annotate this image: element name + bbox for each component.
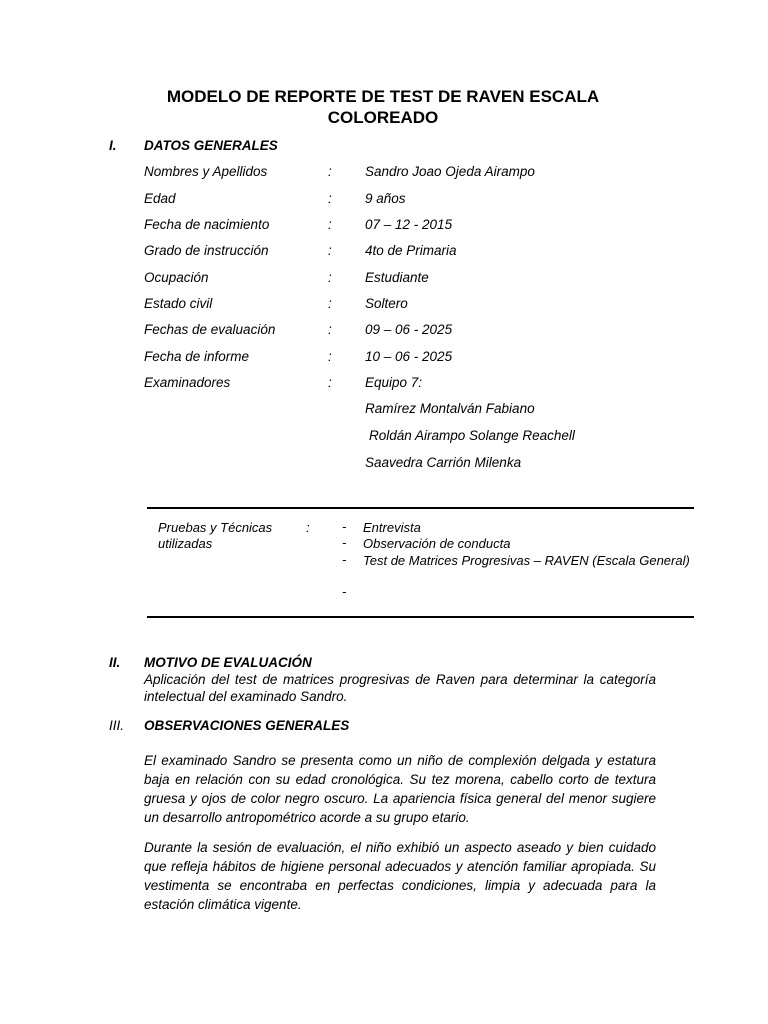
field-label-fecha-informe: Fecha de informe bbox=[144, 349, 250, 364]
field-value-ocupacion: Estudiante bbox=[365, 270, 429, 285]
section-1-numeral: I. bbox=[109, 138, 117, 153]
field-value-fecha-evaluacion: 09 – 06 - 2025 bbox=[365, 322, 453, 337]
field-value-nombres: Sandro Joao Ojeda Airampo bbox=[365, 164, 535, 179]
section-2-numeral: II. bbox=[109, 655, 121, 670]
field-colon: : bbox=[328, 375, 332, 390]
section-1-heading: DATOS GENERALES bbox=[144, 138, 278, 153]
pruebas-item: Observación de conducta bbox=[363, 536, 511, 551]
section-3-paragraph-2: Durante la sesión de evaluación, el niño exhibió un aspecto aseado y bien cuidado que refleja hábitos de higiene personal adecuados y atención familiar apropiada. Su vestimenta se encontraba en perfectas condiciones, limpia y adecuada para la estación climática vigente. bbox=[144, 840, 656, 912]
bullet-dash: - bbox=[342, 584, 347, 599]
bullet-dash: - bbox=[342, 519, 347, 534]
pruebas-label-line2: utilizadas bbox=[158, 536, 213, 551]
document-title: MODELO DE REPORTE DE TEST DE RAVEN ESCALA COLOREADO bbox=[166, 87, 600, 127]
pruebas-label bbox=[158, 520, 272, 552]
field-label-estado-civil: Estado civil bbox=[144, 296, 213, 311]
field-label-ocupacion: Ocupación bbox=[144, 270, 209, 285]
field-value-edad: 9 años bbox=[365, 191, 406, 206]
pruebas-item: Entrevista bbox=[363, 520, 421, 535]
pruebas-colon: : bbox=[306, 520, 310, 535]
top-rule bbox=[147, 507, 694, 509]
field-label-fecha-evaluacion: Fechas de evaluación bbox=[144, 322, 276, 337]
section-2-text: Aplicación del test de matrices progresivas de Raven para determinar la categoría intelectual del examinado Sandro. bbox=[144, 672, 656, 704]
field-value-estado-civil: Soltero bbox=[365, 296, 408, 311]
field-value-examinadores: Equipo 7: bbox=[365, 375, 423, 390]
section-3-paragraph-1: El examinado Sandro se presenta como un niño de complexión delgada y estatura baja en relación con su edad cronológica. Su tez morena, cabello corto de textura gruesa y ojos de color negro oscuro. La apariencia física general del menor sugiere un desarrollo antropométrico acorde a su grupo etario. bbox=[144, 753, 656, 825]
field-label-edad: Edad bbox=[144, 191, 176, 206]
field-label-nombres: Nombres y Apellidos bbox=[144, 164, 268, 179]
bullet-dash: - bbox=[342, 535, 347, 550]
examiner-name: Saavedra Carrión Milenka bbox=[365, 455, 522, 470]
section-3-heading: OBSERVACIONES GENERALES bbox=[144, 718, 350, 733]
field-colon: : bbox=[328, 164, 332, 179]
field-value-fecha-nacimiento: 07 – 12 - 2015 bbox=[365, 217, 453, 232]
field-colon: : bbox=[328, 349, 332, 364]
field-colon: : bbox=[328, 191, 332, 206]
field-colon: : bbox=[328, 243, 332, 258]
examiner-name: Ramírez Montalván Fabiano bbox=[365, 401, 535, 416]
field-colon: : bbox=[328, 270, 332, 285]
bullet-dash: - bbox=[342, 552, 347, 567]
examiner-name: Roldán Airampo Solange Reachell bbox=[369, 428, 575, 443]
field-label-examinadores: Examinadores bbox=[144, 375, 231, 390]
field-colon: : bbox=[328, 296, 332, 311]
section-2-heading: MOTIVO DE EVALUACIÓN bbox=[144, 655, 312, 670]
section-3-numeral: III. bbox=[109, 718, 125, 733]
field-label-grado: Grado de instrucción bbox=[144, 243, 269, 258]
field-value-grado: 4to de Primaria bbox=[365, 243, 457, 258]
pruebas-label-line1: Pruebas y Técnicas bbox=[158, 520, 273, 535]
field-label-fecha-nacimiento: Fecha de nacimiento bbox=[144, 217, 270, 232]
field-colon: : bbox=[328, 322, 332, 337]
bottom-rule bbox=[147, 616, 694, 618]
field-value-fecha-informe: 10 – 06 - 2025 bbox=[365, 349, 453, 364]
pruebas-item: Test de Matrices Progresivas – RAVEN (Escala General) bbox=[363, 553, 690, 568]
field-colon: : bbox=[328, 217, 332, 232]
